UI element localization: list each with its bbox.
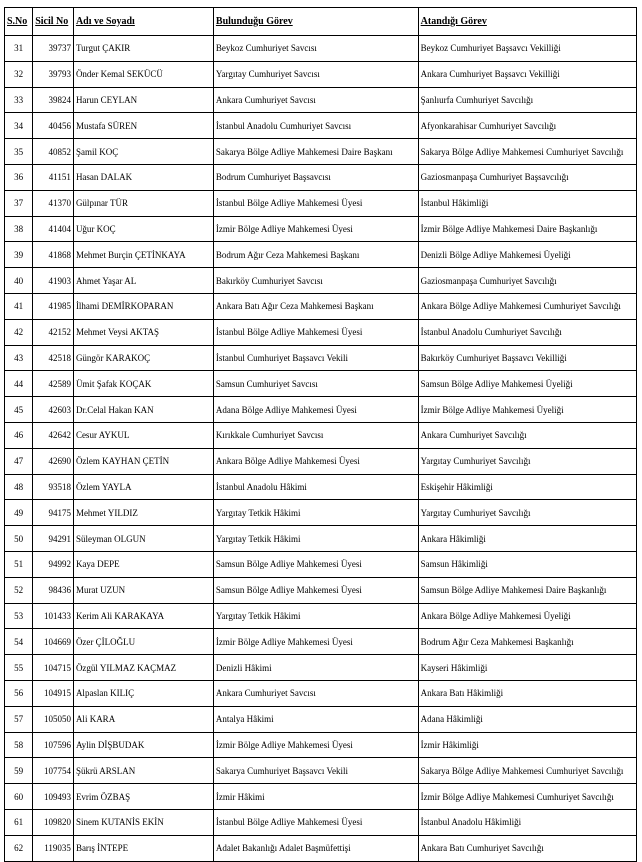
sicil-cell: 42642 [33,422,74,448]
current-post-cell: Ankara Cumhuriyet Savcısı [213,87,418,113]
new-post-cell: Bakırköy Cumhuriyet Başsavcı Vekilliği [418,345,636,371]
new-post-cell: Adana Hâkimliği [418,706,636,732]
sno-cell: 38 [5,216,33,242]
sicil-cell: 94992 [33,551,74,577]
name-cell: Önder Kemal SEKÜCÜ [73,61,213,87]
current-post-cell: Yargıtay Tetkik Hâkimi [213,603,418,629]
sno-cell: 58 [5,732,33,758]
new-post-cell: Denizli Bölge Adliye Mahkemesi Üyeliği [418,242,636,268]
name-cell: Barış İNTEPE [73,835,213,861]
current-post-cell: Ankara Cumhuriyet Savcısı [213,680,418,706]
name-cell: Mehmet Burçin ÇETİNKAYA [73,242,213,268]
name-cell: Evrim ÖZBAŞ [73,784,213,810]
sno-cell: 49 [5,500,33,526]
table-row [5,603,637,629]
sno-cell: 37 [5,190,33,216]
table-row [5,758,637,784]
table-row [5,474,637,500]
name-cell: Kerim Ali KARAKAYA [73,603,213,629]
current-post-cell: Adana Bölge Adliye Mahkemesi Üyesi [213,397,418,423]
sno-cell: 55 [5,655,33,681]
new-post-cell: İstanbul Anadolu Cumhuriyet Savcılığı [418,319,636,345]
sicil-cell: 41868 [33,242,74,268]
table-row [5,397,637,423]
new-post-cell: Afyonkarahisar Cumhuriyet Savcılığı [418,113,636,139]
sicil-cell: 104915 [33,680,74,706]
name-cell: Mustafa SÜREN [73,113,213,139]
sicil-cell: 42152 [33,319,74,345]
current-post-cell: Yargıtay Tetkik Hâkimi [213,500,418,526]
new-post-cell: İzmir Bölge Adliye Mahkemesi Daire Başkanlığı [418,216,636,242]
current-post-cell: Denizli Hâkimi [213,655,418,681]
new-post-cell: Ankara Batı Hâkimliği [418,680,636,706]
sicil-cell: 104715 [33,655,74,681]
name-cell: Özer ÇİLOĞLU [73,629,213,655]
header-row [5,8,637,36]
sno-cell: 41 [5,293,33,319]
current-post-cell: Bakırköy Cumhuriyet Savcısı [213,268,418,294]
table-row [5,139,637,165]
table-row [5,680,637,706]
name-cell: Süleyman OLGUN [73,526,213,552]
appointments-table [4,7,637,862]
table-row [5,293,637,319]
new-post-cell: İstanbul Anadolu Hâkimliği [418,809,636,835]
sno-cell: 61 [5,809,33,835]
name-cell: Cesur AYKUL [73,422,213,448]
sicil-cell: 94175 [33,500,74,526]
name-cell: Hasan DALAK [73,164,213,190]
table-row [5,242,637,268]
new-post-cell: Gaziosmanpaşa Cumhuriyet Başsavcılığı [418,164,636,190]
current-post-cell: Sakarya Bölge Adliye Mahkemesi Daire Başkanı [213,139,418,165]
table-row [5,835,637,861]
sicil-cell: 39793 [33,61,74,87]
sicil-cell: 40456 [33,113,74,139]
table-row [5,61,637,87]
new-post-cell: Ankara Hâkimliği [418,526,636,552]
table-row [5,164,637,190]
sno-cell: 39 [5,242,33,268]
current-post-cell: İzmir Bölge Adliye Mahkemesi Üyesi [213,216,418,242]
table-row [5,809,637,835]
sno-cell: 45 [5,397,33,423]
sno-cell: 50 [5,526,33,552]
current-post-cell: Beykoz Cumhuriyet Savcısı [213,36,418,62]
current-post-cell: Samsun Cumhuriyet Savcısı [213,371,418,397]
header-sicil: Sicil No [33,8,74,36]
current-post-cell: Ankara Batı Ağır Ceza Mahkemesi Başkanı [213,293,418,319]
header-ad: Adı ve Soyadı [73,8,213,36]
name-cell: Kaya DEPE [73,551,213,577]
new-post-cell: İzmir Bölge Adliye Mahkemesi Cumhuriyet Savcılığı [418,784,636,810]
table-row [5,706,637,732]
sicil-cell: 101433 [33,603,74,629]
name-cell: Harun CEYLAN [73,87,213,113]
name-cell: Özgül YILMAZ KAÇMAZ [73,655,213,681]
sicil-cell: 107754 [33,758,74,784]
sno-cell: 52 [5,577,33,603]
name-cell: Aylin DİŞBUDAK [73,732,213,758]
sno-cell: 51 [5,551,33,577]
sicil-cell: 42518 [33,345,74,371]
table-body [5,36,637,862]
sno-cell: 43 [5,345,33,371]
name-cell: Özlem YAYLA [73,474,213,500]
table-row [5,113,637,139]
name-cell: Turgut ÇAKIR [73,36,213,62]
name-cell: Ali KARA [73,706,213,732]
sicil-cell: 105050 [33,706,74,732]
sicil-cell: 109820 [33,809,74,835]
table-row [5,422,637,448]
new-post-cell: Ankara Batı Cumhuriyet Savcılığı [418,835,636,861]
name-cell: Şamil KOÇ [73,139,213,165]
sno-cell: 46 [5,422,33,448]
sno-cell: 33 [5,87,33,113]
name-cell: Güngör KARAKOÇ [73,345,213,371]
name-cell: İlhami DEMİRKOPARAN [73,293,213,319]
sicil-cell: 41903 [33,268,74,294]
sno-cell: 60 [5,784,33,810]
sicil-cell: 41985 [33,293,74,319]
sno-cell: 31 [5,36,33,62]
current-post-cell: İstanbul Bölge Adliye Mahkemesi Üyesi [213,809,418,835]
name-cell: Alpaslan KILIÇ [73,680,213,706]
name-cell: Mehmet Veysi AKTAŞ [73,319,213,345]
sno-cell: 42 [5,319,33,345]
current-post-cell: İzmir Bölge Adliye Mahkemesi Üyesi [213,732,418,758]
table-row [5,526,637,552]
sicil-cell: 98436 [33,577,74,603]
new-post-cell: Ankara Cumhuriyet Başsavcı Vekilliği [418,61,636,87]
sno-cell: 36 [5,164,33,190]
new-post-cell: Sakarya Bölge Adliye Mahkemesi Cumhuriyet Savcılığı [418,758,636,784]
new-post-cell: Yargıtay Cumhuriyet Savcılığı [418,500,636,526]
name-cell: Dr.Celal Hakan KAN [73,397,213,423]
sicil-cell: 42603 [33,397,74,423]
new-post-cell: Bodrum Ağır Ceza Mahkemesi Başkanlığı [418,629,636,655]
new-post-cell: Ankara Bölge Adliye Mahkemesi Cumhuriyet Savcılığı [418,293,636,319]
header-sno: S.No [5,8,33,36]
sicil-cell: 41370 [33,190,74,216]
table-row [5,268,637,294]
header-atandigi: Atandığı Görev [418,8,636,36]
table-row [5,36,637,62]
current-post-cell: İzmir Hâkimi [213,784,418,810]
table-row [5,345,637,371]
sno-cell: 54 [5,629,33,655]
name-cell: Ahmet Yaşar AL [73,268,213,294]
sicil-cell: 93518 [33,474,74,500]
sno-cell: 53 [5,603,33,629]
sno-cell: 57 [5,706,33,732]
new-post-cell: Gaziosmanpaşa Cumhuriyet Savcılığı [418,268,636,294]
current-post-cell: Kırıkkale Cumhuriyet Savcısı [213,422,418,448]
new-post-cell: Sakarya Bölge Adliye Mahkemesi Cumhuriyet Savcılığı [418,139,636,165]
sno-cell: 34 [5,113,33,139]
name-cell: Şükrü ARSLAN [73,758,213,784]
sno-cell: 62 [5,835,33,861]
sicil-cell: 119035 [33,835,74,861]
sno-cell: 35 [5,139,33,165]
table-row [5,500,637,526]
new-post-cell: İstanbul Hâkimliği [418,190,636,216]
sicil-cell: 107596 [33,732,74,758]
new-post-cell: Samsun Hâkimliği [418,551,636,577]
current-post-cell: İstanbul Anadolu Cumhuriyet Savcısı [213,113,418,139]
current-post-cell: Samsun Bölge Adliye Mahkemesi Üyesi [213,551,418,577]
sno-cell: 47 [5,448,33,474]
table-row [5,371,637,397]
sicil-cell: 41151 [33,164,74,190]
sicil-cell: 109493 [33,784,74,810]
table-row [5,319,637,345]
current-post-cell: Yargıtay Cumhuriyet Savcısı [213,61,418,87]
new-post-cell: İzmir Bölge Adliye Mahkemesi Üyeliği [418,397,636,423]
name-cell: Ümit Şafak KOÇAK [73,371,213,397]
current-post-cell: Ankara Bölge Adliye Mahkemesi Üyesi [213,448,418,474]
new-post-cell: Samsun Bölge Adliye Mahkemesi Üyeliği [418,371,636,397]
current-post-cell: Sakarya Cumhuriyet Başsavcı Vekili [213,758,418,784]
new-post-cell: Beykoz Cumhuriyet Başsavcı Vekilliği [418,36,636,62]
name-cell: Uğur KOÇ [73,216,213,242]
current-post-cell: İzmir Bölge Adliye Mahkemesi Üyesi [213,629,418,655]
table-row [5,577,637,603]
table-row [5,629,637,655]
new-post-cell: Yargıtay Cumhuriyet Savcılığı [418,448,636,474]
current-post-cell: Bodrum Ağır Ceza Mahkemesi Başkanı [213,242,418,268]
name-cell: Gülpınar TÜR [73,190,213,216]
sno-cell: 48 [5,474,33,500]
current-post-cell: Yargıtay Tetkik Hâkimi [213,526,418,552]
new-post-cell: Ankara Cumhuriyet Savcılığı [418,422,636,448]
name-cell: Mehmet YILDIZ [73,500,213,526]
table-row [5,216,637,242]
table-row [5,87,637,113]
sno-cell: 44 [5,371,33,397]
table-row [5,190,637,216]
name-cell: Sinem KUTANİS EKİN [73,809,213,835]
table-row [5,784,637,810]
sicil-cell: 39824 [33,87,74,113]
table-row [5,732,637,758]
current-post-cell: Antalya Hâkimi [213,706,418,732]
new-post-cell: Kayseri Hâkimliği [418,655,636,681]
sicil-cell: 94291 [33,526,74,552]
table-row [5,448,637,474]
sicil-cell: 40852 [33,139,74,165]
sicil-cell: 104669 [33,629,74,655]
name-cell: Özlem KAYHAN ÇETİN [73,448,213,474]
current-post-cell: İstanbul Bölge Adliye Mahkemesi Üyesi [213,319,418,345]
current-post-cell: Samsun Bölge Adliye Mahkemesi Üyesi [213,577,418,603]
name-cell: Murat UZUN [73,577,213,603]
sicil-cell: 39737 [33,36,74,62]
current-post-cell: Bodrum Cumhuriyet Başsavcısı [213,164,418,190]
new-post-cell: Ankara Bölge Adliye Mahkemesi Üyeliği [418,603,636,629]
new-post-cell: Samsun Bölge Adliye Mahkemesi Daire Başkanlığı [418,577,636,603]
sicil-cell: 42690 [33,448,74,474]
sno-cell: 59 [5,758,33,784]
current-post-cell: İstanbul Bölge Adliye Mahkemesi Üyesi [213,190,418,216]
sno-cell: 40 [5,268,33,294]
current-post-cell: İstanbul Cumhuriyet Başsavcı Vekili [213,345,418,371]
table-row [5,655,637,681]
current-post-cell: İstanbul Anadolu Hâkimi [213,474,418,500]
current-post-cell: Adalet Bakanlığı Adalet Başmüfettişi [213,835,418,861]
new-post-cell: İzmir Hâkimliği [418,732,636,758]
sno-cell: 56 [5,680,33,706]
new-post-cell: Şanlıurfa Cumhuriyet Savcılığı [418,87,636,113]
header-bulundugu: Bulunduğu Görev [213,8,418,36]
sicil-cell: 42589 [33,371,74,397]
table-row [5,551,637,577]
sno-cell: 32 [5,61,33,87]
sicil-cell: 41404 [33,216,74,242]
new-post-cell: Eskişehir Hâkimliği [418,474,636,500]
